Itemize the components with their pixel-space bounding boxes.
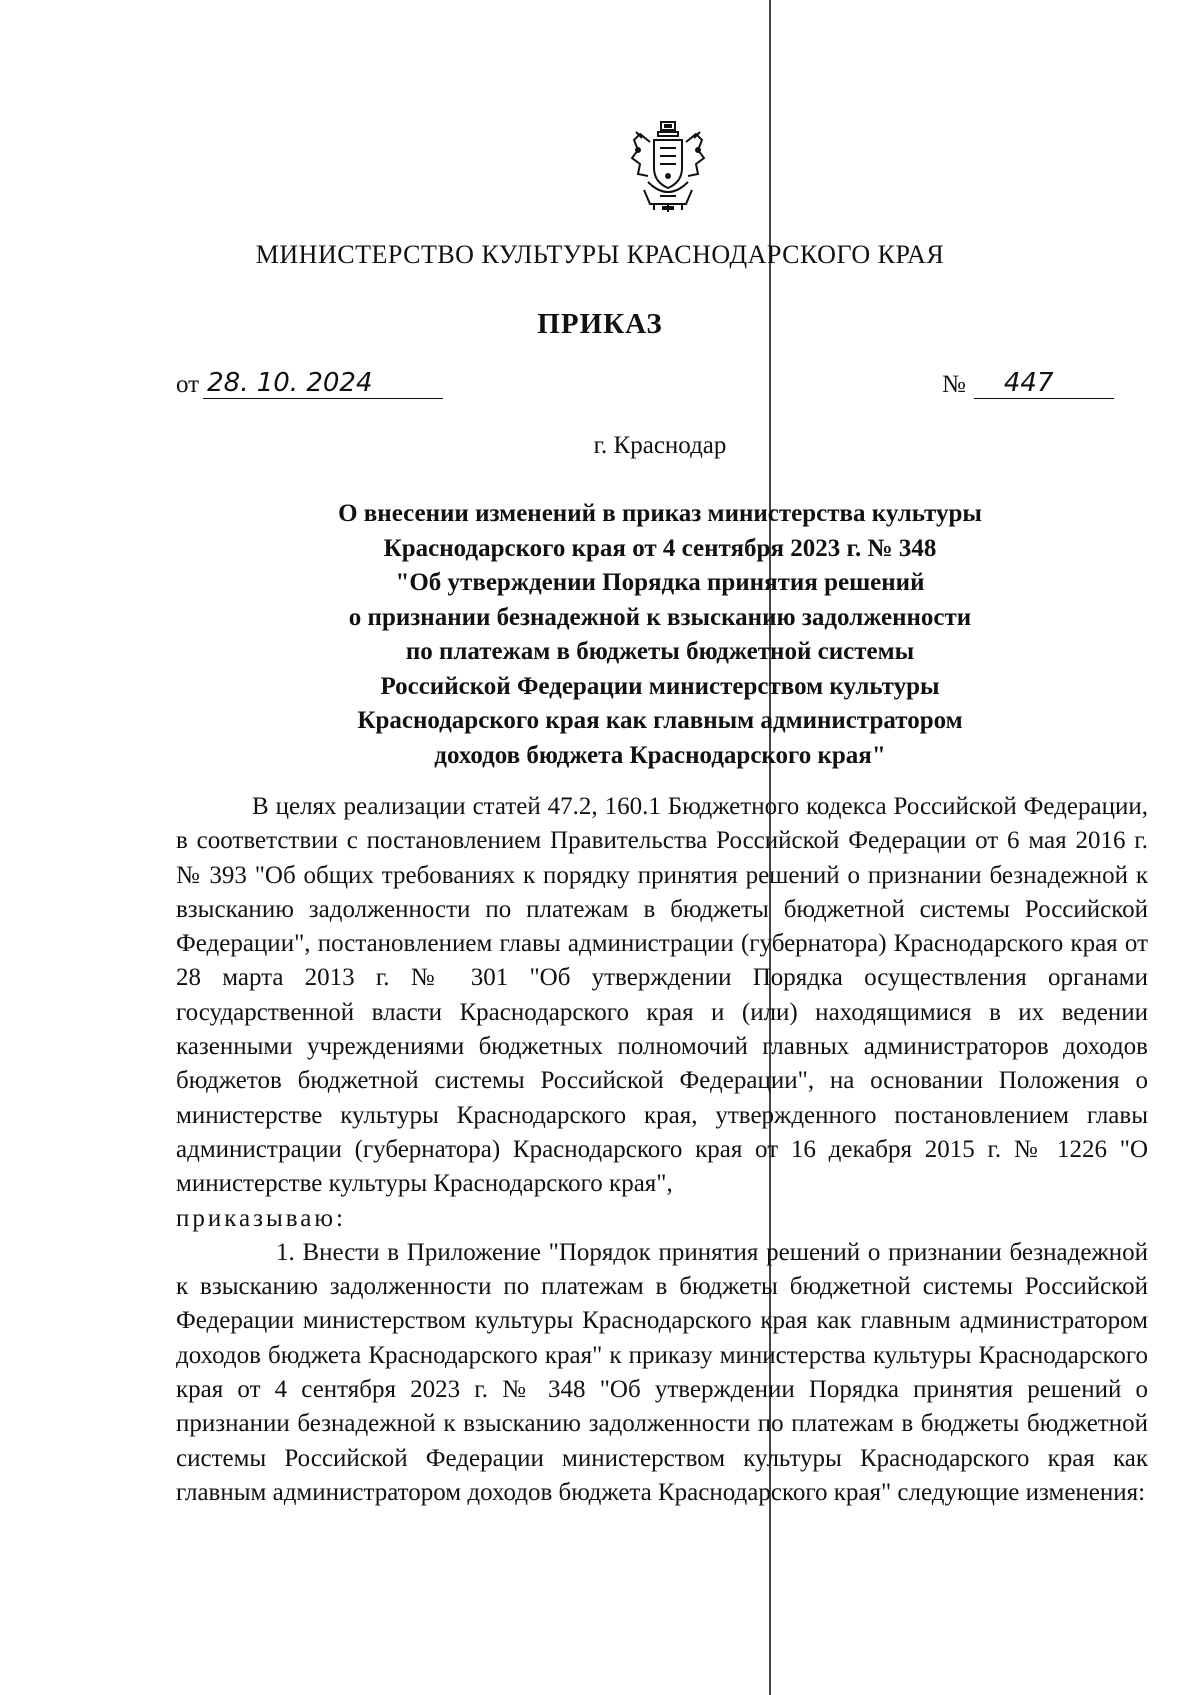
order-subject bbox=[250, 497, 1070, 773]
subject-line: Краснодарского края от 4 сентября 2023 г. № 348 bbox=[383, 534, 937, 562]
preamble-paragraph: В целях реализации статей 47.2, 160.1 Бюджетного кодекса Российской Федерации, в соответствии с постановлением Правительства Российской Федерации от 6 мая 2016 г. № 393 "Об общих требованиях к порядку принятия решений о признании безнадежной к взысканию задолженности по платежам в бюджеты бюджетной системы Российской Федерации", постановлением главы администрации (губернатора) Краснодарского края от 28 марта 2013 г. № 301 "Об утверждении Порядка осуществления органами государственной власти Краснодарского края и (или) находящимися в их ведении казенными учреждениями бюджетных полномочий главных администраторов доходов бюджетов бюджетной системы Российской Федерации", на основании Положения о министерстве культуры Краснодарского края, утвержденного постановлением главы администрации (губернатора) Краснодарского края от 16 декабря 2015 г. № 1226 "О министерстве культуры Краснодарского края", bbox=[176, 793, 1148, 1198]
subject-line: по платежам в бюджеты бюджетной системы bbox=[405, 638, 915, 665]
date-handwritten: 28. 10. 2024 bbox=[203, 368, 443, 399]
subject-line: Краснодарского края как главным администратором bbox=[357, 707, 963, 734]
order-title: ПРИКАЗ bbox=[537, 308, 663, 340]
number-handwritten: 447 bbox=[974, 368, 1114, 399]
subject-line: О внесении изменений в приказ министерства культуры bbox=[338, 500, 982, 527]
date-prefix: от bbox=[176, 371, 200, 398]
subject-line: "Об утверждении Порядка принятия решений bbox=[395, 569, 925, 596]
order-body bbox=[176, 790, 1148, 1510]
subject-line: Российской Федерации министерством культуры bbox=[380, 672, 940, 700]
item-1-paragraph: 1. Внести в Приложение "Порядок принятия решений о признании безнадежной к взысканию задолженности по платежам в бюджеты бюджетной системы Российской Федерации министерством культуры Краснодарского края как главным администратором доходов бюджета Краснодарского края" к приказу министерства культуры Краснодарского края от 4 сентября 2023 г. № 348 "Об утверждении Порядка принятия решений о признании безнадежной к взысканию задолженности по платежам в бюджеты бюджетной системы Российской Федерации министерством культуры Краснодарского края как главным администратором доходов бюджета Краснодарского края" следующие изменения: bbox=[176, 1238, 1148, 1506]
city: г. Краснодар bbox=[593, 432, 727, 459]
ministry-name: МИНИСТЕРСТВО КУЛЬТУРЫ КРАСНОДАРСКОГО КРАЯ bbox=[255, 240, 945, 269]
order-number bbox=[942, 368, 1114, 399]
number-prefix: № bbox=[942, 371, 966, 398]
subject-line: доходов бюджета Краснодарского края" bbox=[434, 741, 886, 769]
order-word: приказываю: bbox=[176, 1204, 346, 1232]
coat-of-arms-icon bbox=[620, 120, 716, 216]
subject-line: о признании безнадежной к взысканию задолженности bbox=[348, 603, 972, 631]
order-date bbox=[176, 368, 443, 399]
order-word-paragraph bbox=[176, 1202, 1148, 1236]
